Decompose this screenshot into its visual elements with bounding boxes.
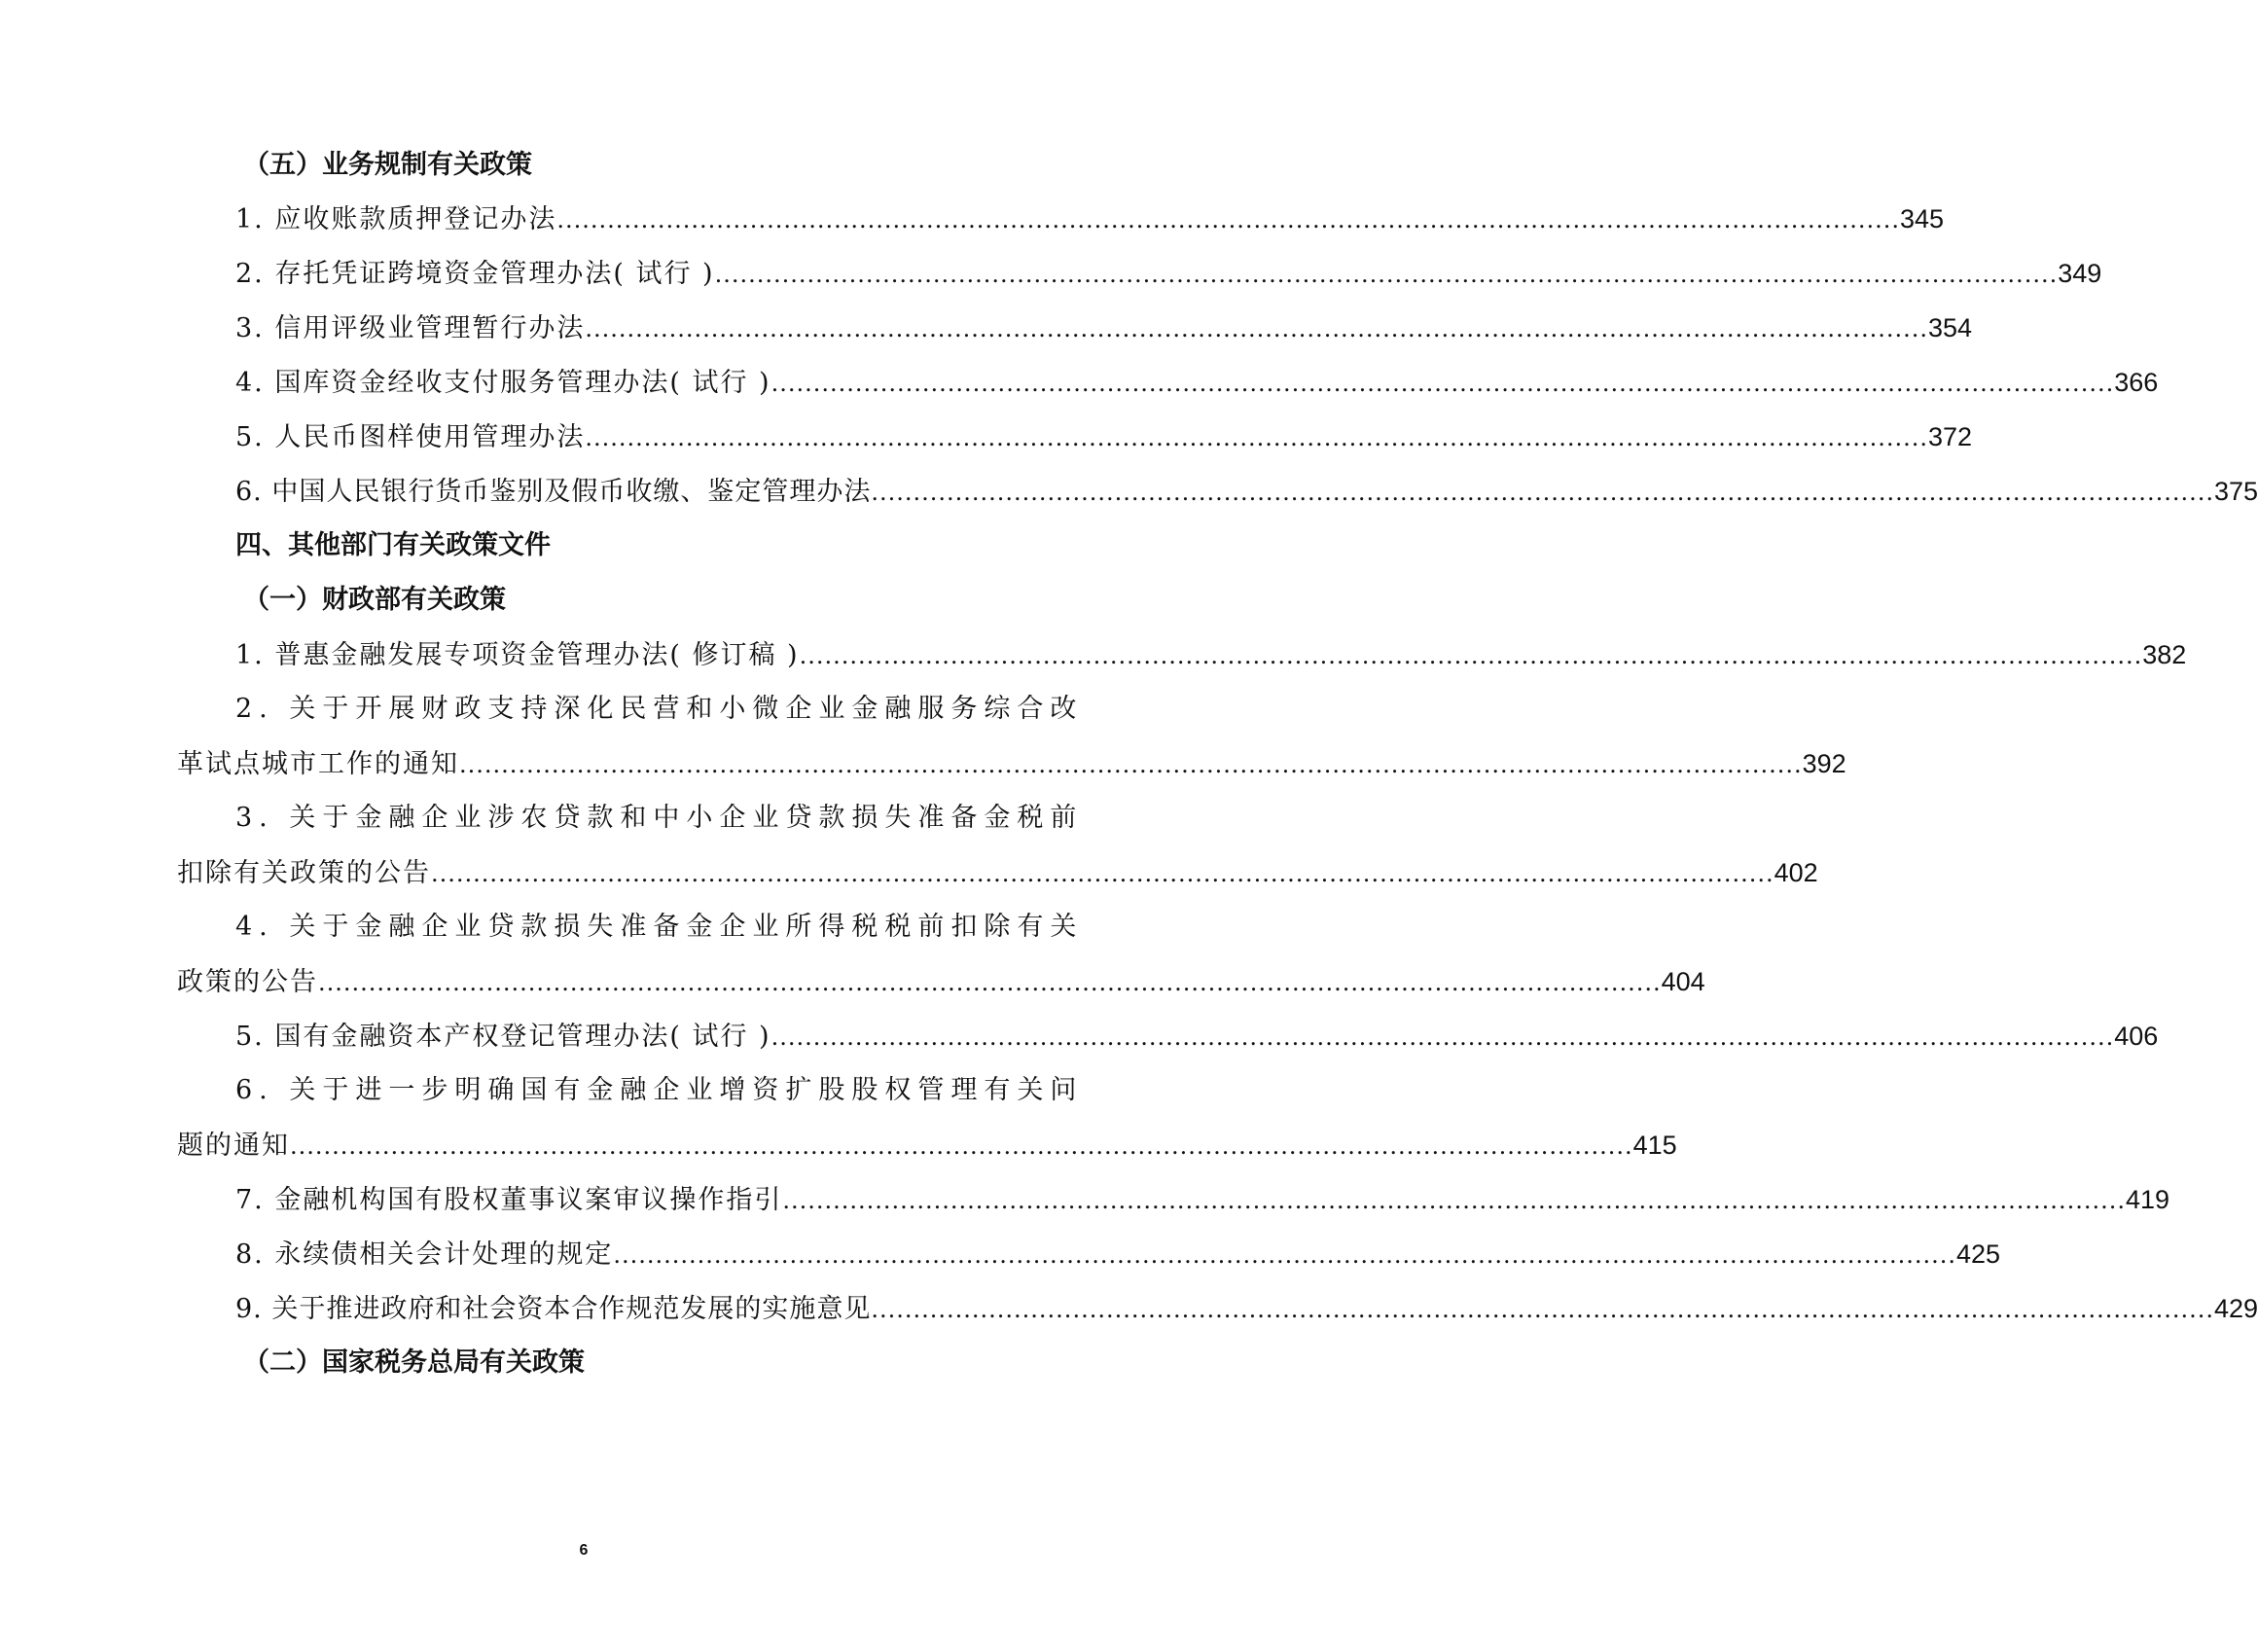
- toc-entry[interactable]: [235, 363, 2159, 402]
- entry-title-line1: 3. 关于金融企业涉农贷款和中小企业贷款损失准备金税前: [235, 803, 1084, 833]
- entry-title-line1: 2. 关于开展财政支持深化民营和小微企业金融服务综合改: [235, 694, 1084, 724]
- toc-entry[interactable]: [235, 1289, 2258, 1328]
- dot-leader: [556, 200, 1900, 239]
- dot-leader: [871, 1290, 2214, 1329]
- section-heading-1: （一）财政部有关政策: [243, 585, 506, 615]
- entry-page: 372: [1927, 422, 1973, 451]
- entry-title: 扣除有关政策的公告: [177, 858, 431, 888]
- toc-entry[interactable]: [235, 635, 2187, 674]
- dot-leader: [459, 745, 1803, 784]
- entry-title: 3. 信用评级业管理暂行办法: [235, 313, 586, 343]
- entry-title: 9. 关于推进政府和社会资本合作规范发展的实施意见: [235, 1294, 872, 1324]
- dot-leader: [871, 473, 2214, 512]
- toc-entry[interactable]: [235, 417, 1973, 456]
- entry-page: 404: [1661, 967, 1705, 996]
- entry-title-line1: 4. 关于金融企业贷款损失准备金企业所得税税前扣除有关: [235, 912, 1084, 942]
- dot-leader: [771, 1018, 2115, 1057]
- dot-leader: [585, 309, 1928, 348]
- entry-title: 2. 存托凭证跨境资金管理办法( 试行 ): [235, 259, 715, 289]
- entry-title: 5. 人民币图样使用管理办法: [235, 422, 586, 452]
- toc-entry[interactable]: [177, 853, 1818, 892]
- entry-title: 1. 普惠金融发展专项资金管理办法( 修订稿 ): [235, 640, 800, 670]
- entry-page: 425: [1955, 1239, 2001, 1269]
- entry-page: 375: [2213, 477, 2258, 506]
- entry-page: 382: [2142, 640, 2187, 669]
- toc-entry[interactable]: [235, 1180, 2170, 1219]
- entry-title: 政策的公告: [177, 967, 318, 997]
- entry-title: 4. 国库资金经收支付服务管理办法( 试行 ): [235, 368, 771, 398]
- toc-entry[interactable]: [235, 199, 1945, 238]
- entry-page: 354: [1927, 313, 1973, 342]
- entry-title-line1: 6. 关于进一步明确国有金融企业增资扩股股权管理有关问: [235, 1075, 1084, 1105]
- dot-leader: [800, 636, 2143, 675]
- entry-title: 7. 金融机构国有股权董事议案审议操作指引: [235, 1185, 783, 1215]
- toc-entry[interactable]: [235, 1235, 2001, 1274]
- toc-entry[interactable]: [177, 1126, 1677, 1165]
- section-heading-2: （二）国家税务总局有关政策: [243, 1347, 585, 1378]
- entry-title: 6. 中国人民银行货币鉴别及假币收缴、鉴定管理办法: [235, 477, 872, 507]
- entry-page: 429: [2213, 1294, 2258, 1323]
- entry-title: 8. 永续债相关会计处理的规定: [235, 1239, 614, 1270]
- entry-title: 革试点城市工作的通知: [177, 749, 459, 779]
- entry-title: 5. 国有金融资本产权登记管理办法( 试行 ): [235, 1022, 771, 1052]
- dot-leader: [431, 854, 1774, 893]
- toc-entry[interactable]: [177, 744, 1846, 783]
- dot-leader: [613, 1236, 1956, 1275]
- dot-leader: [290, 1127, 1633, 1166]
- toc-entry[interactable]: [177, 962, 1705, 1001]
- entry-page: 392: [1802, 749, 1846, 778]
- dot-leader: [318, 963, 1662, 1002]
- entry-page: 415: [1632, 1131, 1677, 1160]
- entry-page: 419: [2125, 1185, 2170, 1214]
- entry-title: 1. 应收账款质押登记办法: [235, 204, 557, 234]
- toc-entry[interactable]: [235, 308, 1973, 347]
- page-number: 6: [579, 1542, 589, 1559]
- dot-leader: [782, 1181, 2126, 1220]
- entry-page: 406: [2114, 1022, 2159, 1051]
- entry-title: 题的通知: [177, 1131, 290, 1161]
- section-heading-5: （五）业务规制有关政策: [243, 150, 532, 180]
- entry-page: 366: [2114, 368, 2159, 397]
- entry-page: 345: [1899, 204, 1945, 233]
- toc-entry[interactable]: [235, 1017, 2159, 1056]
- dot-leader: [715, 255, 2059, 294]
- toc-entry[interactable]: [235, 254, 2102, 293]
- entry-page: 402: [1774, 858, 1818, 887]
- part-heading-4: 四、其他部门有关政策文件: [235, 530, 551, 560]
- toc-entry[interactable]: [235, 472, 2258, 511]
- entry-page: 349: [2058, 259, 2102, 288]
- dot-leader: [771, 364, 2115, 403]
- dot-leader: [585, 418, 1928, 457]
